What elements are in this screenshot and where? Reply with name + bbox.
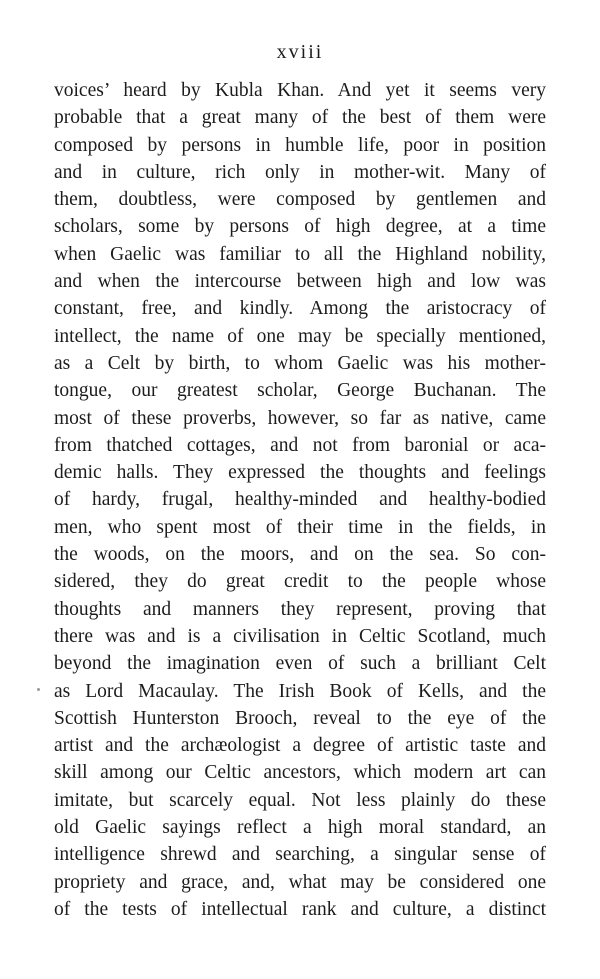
text-line: constant, free, and kindly. Among the aristocracy of	[54, 298, 546, 320]
text-line: as a Celt by birth, to whom Gaelic was his mother-	[54, 352, 546, 374]
text-line: scholars, some by persons of high degree, at a time	[54, 216, 546, 238]
text-line: voices’ heard by Kubla Khan. And yet it seems very	[54, 80, 546, 101]
text-line: and when the intercourse between high and low was	[54, 271, 546, 293]
text-line: the woods, on the moors, and on the sea. So con-	[54, 544, 546, 566]
text-line: there was and is a civilisation in Celtic Scotland, much	[54, 625, 546, 647]
text-line: of hardy, frugal, healthy-minded and healthy-bodied	[54, 489, 546, 511]
text-line: artist and the archæologist a degree of artistic taste and	[54, 735, 546, 757]
text-line: of the tests of intellectual rank and culture, a distinct	[54, 898, 546, 920]
text-line: beyond the imagination even of such a brilliant Celt	[54, 653, 546, 675]
body-text	[54, 77, 546, 923]
text-line: as Lord Macaulay. The Irish Book of Kells, and the	[54, 680, 546, 702]
text-line: composed by persons in humble life, poor in position	[54, 134, 546, 156]
text-line: tongue, our greatest scholar, George Buchanan. The	[54, 380, 546, 402]
text-line: Scottish Hunterston Brooch, reveal to the eye of the	[54, 707, 546, 729]
text-line: intellect, the name of one may be specially mentioned,	[54, 325, 546, 347]
text-line: skill among our Celtic ancestors, which modern art can	[54, 762, 546, 784]
text-line: men, who spent most of their time in the fields, in	[54, 516, 546, 538]
text-line: imitate, but scarcely equal. Not less plainly do these	[54, 789, 546, 811]
text-line: demic halls. They expressed the thoughts and feelings	[54, 462, 546, 484]
text-line: most of these proverbs, however, so far as native, came	[54, 407, 546, 429]
text-line: probable that a great many of the best of them were	[54, 107, 546, 129]
text-line: when Gaelic was familiar to all the Highland nobility,	[54, 243, 546, 265]
margin-dot	[37, 688, 40, 691]
text-line: intelligence shrewd and searching, a singular sense of	[54, 844, 546, 866]
text-line: propriety and grace, and, what may be considered one	[54, 871, 546, 893]
text-line: thoughts and manners they represent, proving that	[54, 598, 546, 620]
text-line: old Gaelic sayings reflect a high moral standard, an	[54, 817, 546, 839]
text-line: sidered, they do great credit to the people whose	[54, 571, 546, 593]
page-number: xviii	[276, 41, 324, 63]
text-line: from thatched cottages, and not from baronial or aca-	[54, 434, 546, 456]
text-line: and in culture, rich only in mother-wit. Many of	[54, 161, 546, 183]
text-line: them, doubtless, were composed by gentlemen and	[54, 189, 546, 211]
